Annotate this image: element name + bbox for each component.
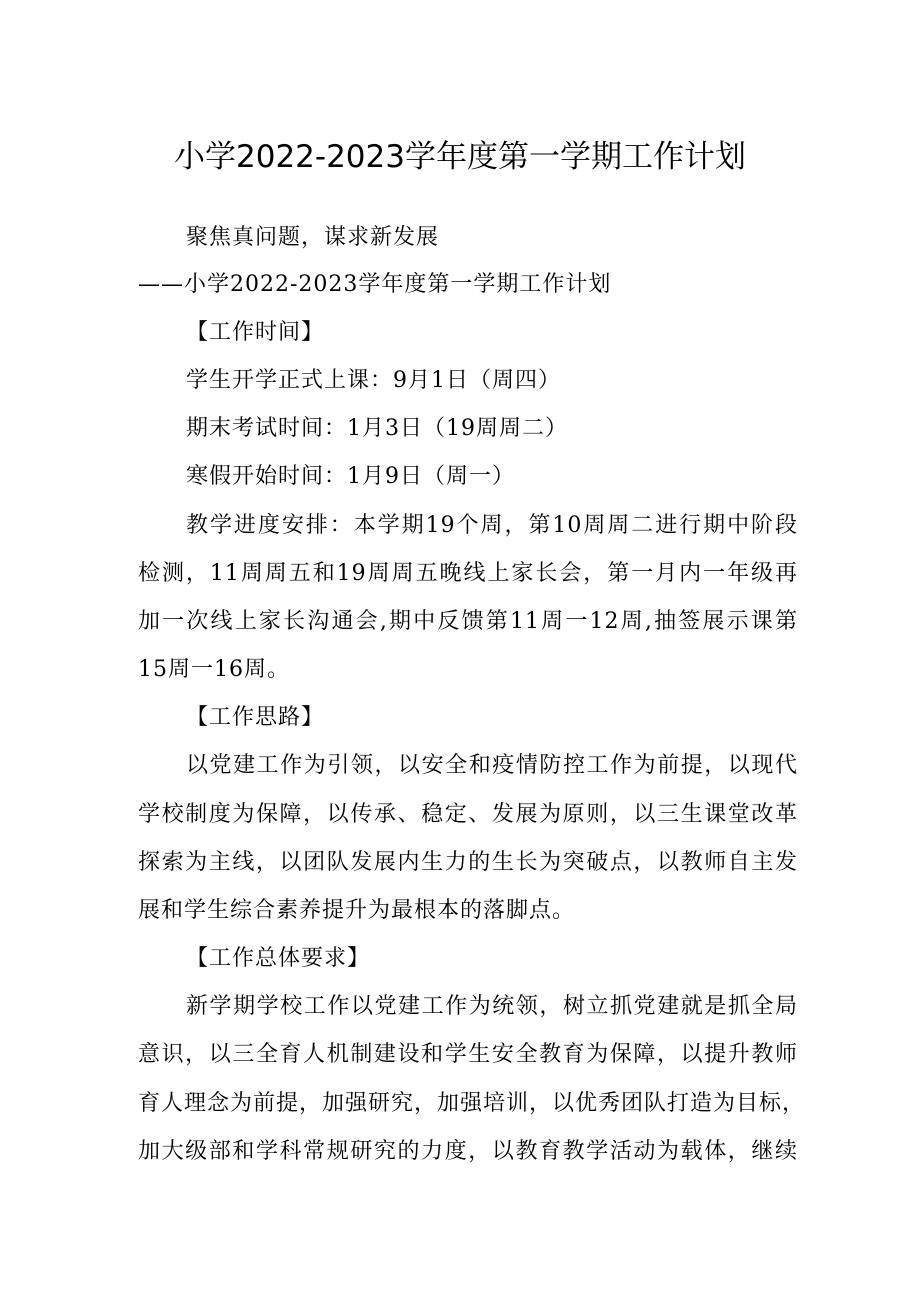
paragraph-line: 寒假开始时间：1月9日（周一）: [186, 464, 515, 489]
document-title: 小学2022-2023学年度第一学期工作计划: [174, 139, 746, 175]
paragraph-line: 展和学生综合素养提升为最根本的落脚点。: [138, 898, 576, 923]
paragraph-line: 检测，11周周五和19周周五晚线上家长会，第一月内一年级再: [138, 561, 798, 586]
section-heading-overall-requirements: 【工作总体要求】: [186, 946, 371, 971]
paragraph-line: 加一次线上家长沟通会,期中反馈第11周一12周,抽签展示课第: [138, 609, 798, 634]
paragraph-line: 学生开学正式上课：9月1日（周四）: [186, 368, 561, 393]
subtitle-plan-line: ——小学2022-2023学年度第一学期工作计划: [138, 272, 612, 297]
paragraph-line: 期末考试时间：1月3日（19周周二）: [186, 416, 568, 441]
paragraph-line: 加大级部和学科常规研究的力度，以教育教学活动为载体，继续: [138, 1139, 798, 1164]
paragraph-line: 新学期学校工作以党建工作为统领，树立抓党建就是抓全局: [186, 994, 798, 1019]
paragraph-line: 15周一16周。: [138, 657, 290, 682]
section-heading-work-time: 【工作时间】: [186, 320, 325, 345]
paragraph-line: 学校制度为保障，以传承、稳定、发展为原则，以三生课堂改革: [138, 802, 798, 827]
paragraph-line: 教学进度安排：本学期19个周，第10周周二进行期中阶段: [186, 513, 798, 538]
paragraph-line: 育人理念为前提，加强研究，加强培训，以优秀团队打造为目标，: [138, 1091, 806, 1116]
subtitle-line: 聚焦真问题，谋求新发展: [186, 225, 440, 250]
paragraph-line: 意识，以三全育人机制建设和学生安全教育为保障，以提升教师: [138, 1042, 798, 1067]
paragraph-line: 以党建工作为引领，以安全和疫情防控工作为前提，以现代: [186, 753, 798, 778]
section-heading-work-approach: 【工作思路】: [186, 705, 325, 730]
paragraph-line: 探索为主线，以团队发展内生力的生长为突破点，以教师自主发: [138, 850, 798, 875]
